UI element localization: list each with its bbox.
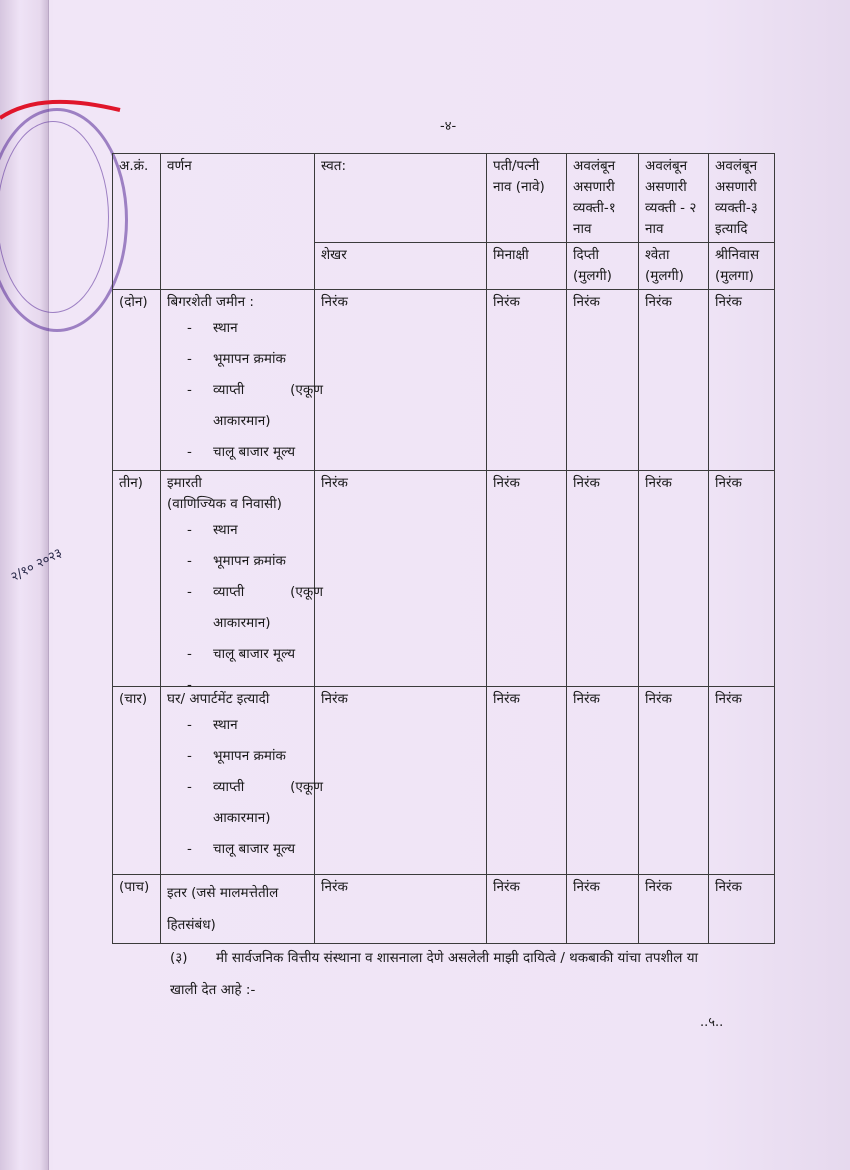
table-row (113, 471, 775, 687)
row-serial: (पाच) (113, 875, 161, 944)
value-spouse: निरंक (487, 471, 567, 687)
list-item: आकारमान) (213, 413, 271, 429)
list-item: - चालू बाजार मूल्य (187, 639, 308, 670)
list-item: - भूमापन क्रमांक (187, 546, 308, 577)
value-self: निरंक (315, 875, 487, 944)
name-self: शेखर (315, 243, 487, 290)
name-dependent-3: श्रीनिवास (मुलगा) (709, 243, 775, 290)
list-item: - भूमापन क्रमांक (187, 741, 308, 772)
row-items (187, 710, 323, 865)
handwritten-note: २/१० २०२३ (8, 545, 65, 586)
header-dependent-1: अवलंबून असणारी व्यक्ती-१ नाव (567, 154, 639, 243)
header-self: स्वत: (315, 154, 487, 243)
value-spouse: निरंक (487, 875, 567, 944)
value-dependent-2: निरंक (639, 471, 709, 687)
value-dependent-1: निरंक (567, 290, 639, 471)
table-header-row (113, 154, 775, 243)
list-item: - स्थान (187, 313, 308, 344)
name-dependent-1: दिप्ती (मुलगी) (567, 243, 639, 290)
area-label-total: (एकूण (290, 584, 323, 600)
paragraph-line-1 (170, 942, 770, 974)
header-serial: अ.क्रं. (113, 154, 161, 290)
row-description (161, 875, 315, 944)
list-item (187, 772, 323, 803)
row-serial: (दोन) (113, 290, 161, 471)
value-self: निरंक (315, 687, 487, 875)
row-serial: (चार) (113, 687, 161, 875)
page-number: -४- (440, 119, 457, 134)
value-dependent-1: निरंक (567, 471, 639, 687)
area-label: - व्याप्ती (213, 779, 245, 795)
list-item: आकारमान) (213, 615, 271, 631)
list-item: - स्थान (187, 710, 308, 741)
area-label: - व्याप्ती (213, 382, 245, 398)
list-item: - भूमापन क्रमांक (187, 344, 308, 375)
row-items (187, 515, 323, 670)
liabilities-paragraph (170, 942, 770, 1006)
table-row (113, 290, 775, 471)
value-dependent-3: निरंक (709, 687, 775, 875)
area-label-total: (एकूण (290, 382, 323, 398)
row-subtitle: (वाणिज्यिक व निवासी) (167, 496, 282, 512)
row-title: इतर (जसे मालमत्तेतील (167, 885, 279, 901)
value-dependent-1: निरंक (567, 687, 639, 875)
row-title: इमारती (167, 475, 202, 491)
list-item: - स्थान (187, 515, 308, 546)
asset-table (112, 153, 775, 944)
paragraph-text: मी सार्वजनिक वित्तीय संस्थाना व शासनाला देणे असलेली माझी दायित्वे / थकबाकी यांचा तपशील या (216, 950, 699, 966)
value-dependent-1: निरंक (567, 875, 639, 944)
list-item: आकारमान) (213, 810, 271, 826)
list-item: - चालू बाजार मूल्य (187, 834, 308, 865)
value-dependent-2: निरंक (639, 875, 709, 944)
value-dependent-2: निरंक (639, 290, 709, 471)
row-description (161, 471, 323, 687)
area-label-total: (एकूण (290, 779, 323, 795)
value-dependent-3: निरंक (709, 471, 775, 687)
row-description (161, 687, 323, 875)
next-page-indicator: ..५.. (700, 1015, 724, 1030)
area-label: - व्याप्ती (213, 584, 245, 600)
row-subtitle: हितसंबंध) (167, 917, 216, 933)
row-items (187, 313, 323, 468)
list-item (187, 577, 323, 608)
row-title: घर/ अपार्टमेंट इत्यादी (167, 691, 270, 707)
row-serial: तीन) (113, 471, 161, 687)
value-self: निरंक (315, 471, 487, 687)
list-item: - चालू बाजार मूल्य (187, 437, 308, 468)
value-spouse: निरंक (487, 290, 567, 471)
header-spouse: पती/पत्नी नाव (नावे) (487, 154, 567, 243)
value-dependent-2: निरंक (639, 687, 709, 875)
paragraph-number: (३) (170, 950, 188, 966)
name-dependent-2: श्वेता (मुलगी) (639, 243, 709, 290)
header-description: वर्णन (161, 154, 315, 290)
row-title: बिगरशेती जमीन : (167, 294, 254, 310)
value-spouse: निरंक (487, 687, 567, 875)
value-self: निरंक (315, 290, 487, 471)
row-description (161, 290, 323, 471)
header-dependent-3: अवलंबून असणारी व्यक्ती-३ इत्यादि (709, 154, 775, 243)
value-dependent-3: निरंक (709, 875, 775, 944)
list-item (187, 375, 323, 406)
table-row (113, 687, 775, 875)
name-spouse: मिनाक्षी (487, 243, 567, 290)
table-row (113, 875, 775, 944)
header-dependent-2: अवलंबून असणारी व्यक्ती - २ नाव (639, 154, 709, 243)
advocate-stamp-inner-ring (0, 121, 109, 313)
value-dependent-3: निरंक (709, 290, 775, 471)
advocate-stamp (0, 108, 128, 332)
paragraph-line-2: खाली देत आहे :- (170, 982, 256, 998)
